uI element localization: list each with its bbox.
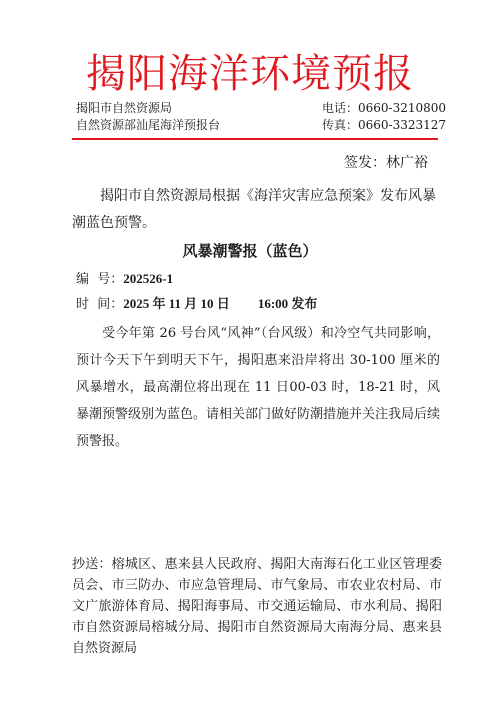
signer: 签发：林广裕	[344, 155, 428, 171]
doc-number-row	[76, 270, 173, 289]
intro-paragraph: 揭阳市自然资源局根据《海洋灾害应急预案》发布风暴潮蓝色预警。	[72, 188, 436, 231]
cc-list: 抄送：榕城区、惠来县人民政府、揭阳大南海石化工业区管理委员会、市三防办、市应急管理局、市气象局、市农业农村局、市文广旅游体育局、揭阳海事局、市交通运输局、市水利局、揭阳市自然资源局榕城分局、揭阳市自然资源局大南海分局、惠来县自然资源局	[72, 557, 442, 656]
issue-hour: 16:00 发布	[257, 296, 318, 311]
masthead-title: 揭阳海洋环境预报	[86, 51, 414, 97]
header-divider	[72, 138, 438, 140]
org-name-1: 揭阳市自然资源局	[76, 101, 173, 115]
doc-number-label: 编 号：	[76, 272, 124, 287]
phone-number: 电话：0660-3210800	[322, 101, 447, 115]
issue-time-label: 时 间：	[76, 297, 124, 312]
issue-date: 2025 年 11 月 10 日	[123, 296, 230, 311]
org-name-2: 自然资源部汕尾海洋预报台	[76, 118, 221, 132]
doc-number-value: 202526-1	[123, 271, 174, 286]
warning-body: 受今年第 26 号台风“风神”（台风级）和冷空气共同影响，预计今天下午到明天下午，揭阳惠来沿岸将出 30-100 厘米的风暴增水，最高潮位将出现在 11 日00-03 时，18-21 时，风暴潮预警级别为蓝色。请相关部门做好防潮措施并关注我局后续预警报。	[76, 326, 441, 449]
warning-title: 风暴潮警报（蓝色）	[182, 242, 318, 260]
fax-number: 传真：0660-3323127	[322, 118, 447, 132]
issue-time-row	[76, 295, 317, 314]
